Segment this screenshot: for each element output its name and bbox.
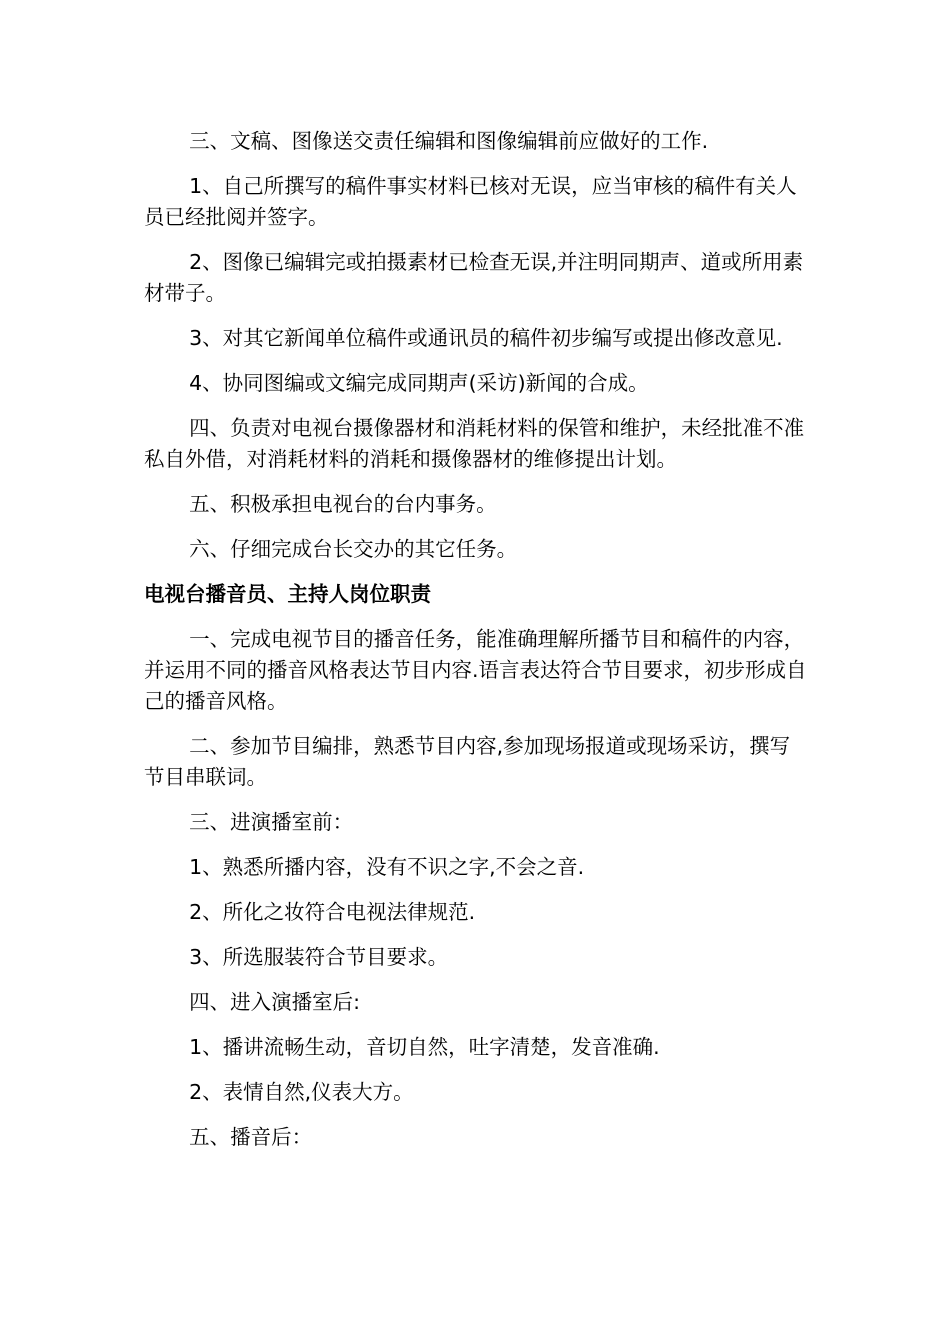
paragraph: 二、参加节目编排，熟悉节目内容,参加现场报道或现场采访，撰写节目串联词。 — [144, 734, 791, 789]
paragraph: 2、表情自然,仪表大方。 — [189, 1080, 414, 1104]
paragraph: 六、仔细完成台长交办的其它任务。 — [189, 537, 518, 561]
paragraph: 五、播音后： — [189, 1125, 313, 1149]
paragraph: 五、积极承担电视台的台内事务。 — [189, 492, 497, 516]
paragraph: 3、所选服装符合节目要求。 — [189, 945, 449, 969]
paragraph: 一、完成电视节目的播音任务，能准确理解所播节目和稿件的内容，并运用不同的播音风格表达节目内容.语言表达符合节目要求，初步形成自己的播音风格。 — [144, 627, 807, 713]
document-page — [144, 126, 810, 1167]
paragraph: 1、自己所撰写的稿件事实材料已核对无误，应当审核的稿件有关人员已经批阅并签字。 — [144, 174, 797, 229]
paragraph: 四、负责对电视台摄像器材和消耗材料的保管和维护，未经批准不准私自外借，对消耗材料的消耗和摄像器材的维修提出计划。 — [144, 416, 805, 471]
paragraph: 3、对其它新闻单位稿件或通讯员的稿件初步编写或提出修改意见. — [189, 326, 783, 350]
paragraph: 1、播讲流畅生动，音切自然，吐字清楚，发音准确. — [189, 1035, 660, 1059]
paragraph: 1、熟悉所播内容，没有不识之字,不会之音. — [189, 855, 585, 879]
paragraph: 四、进入演播室后: — [189, 990, 360, 1014]
section-heading: 电视台播音员、主持人岗位职责 — [144, 582, 431, 606]
paragraph: 2、所化之妆符合电视法律规范. — [189, 900, 476, 924]
paragraph: 2、图像已编辑完或拍摄素材已检查无误,并注明同期声、道或所用素材带子。 — [144, 250, 804, 305]
paragraph: 4、协同图编或文编完成同期声(采访)新闻的合成。 — [189, 371, 649, 395]
paragraph: 三、进演播室前： — [189, 810, 354, 834]
paragraph: 三、文稿、图像送交责任编辑和图像编辑前应做好的工作. — [189, 129, 709, 153]
